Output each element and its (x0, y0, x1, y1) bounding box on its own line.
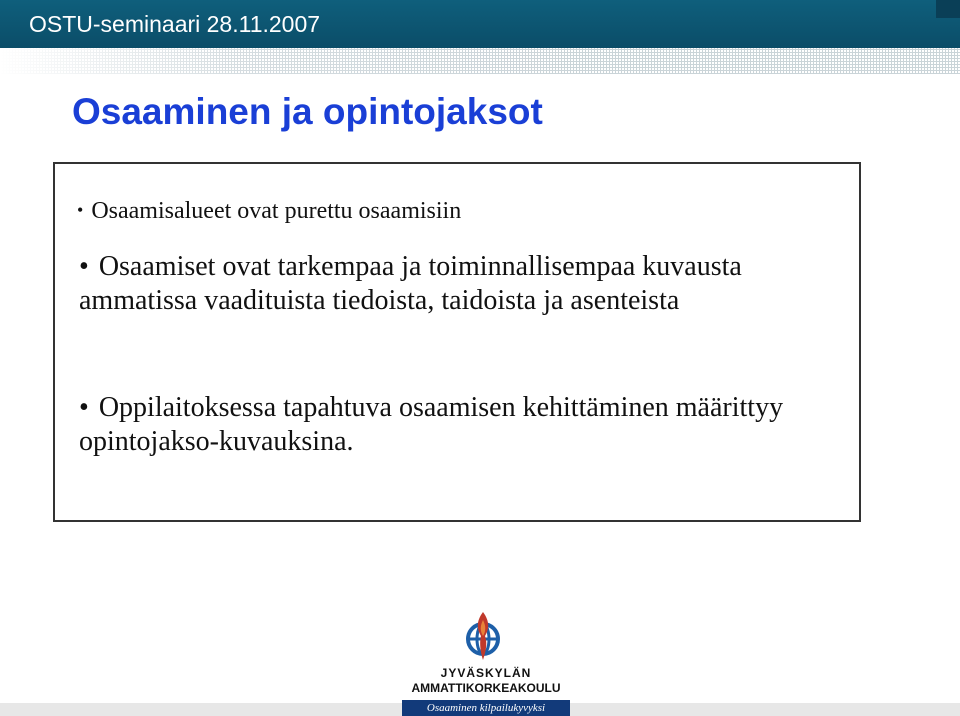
slide-title: Osaaminen ja opintojaksot (72, 91, 543, 132)
header-dither-band (0, 48, 960, 74)
bullet-dot: • (79, 251, 89, 282)
header-title: OSTU-seminaari 28.11.2007 (29, 11, 321, 37)
bullet-text-3: Oppilaitoksessa tapahtuva osaamisen kehittäminen määrittyy opintojakso-kuvauksina. (79, 392, 784, 457)
bullet-text-2: Osaamiset ovat tarkempaa ja toiminnallisempaa kuvausta ammatissa vaadituista tiedoista, taidoista ja asenteista (79, 251, 742, 316)
bullet-dot: • (79, 392, 89, 423)
bullet-dot: • (77, 200, 84, 220)
header-accent (936, 0, 960, 18)
footer-band-left (0, 703, 402, 716)
logo-tagline: Osaaminen kilpailukyvyksi (426, 702, 546, 714)
bullet-item-2 (79, 250, 849, 318)
logo-name-line2: AMMATTIKORKEAKOULU (411, 681, 561, 695)
logo-name-line1: JYVÄSKYLÄN (440, 666, 532, 680)
bullet-text-1: Osaamisalueet ovat purettu osaamisiin (91, 198, 462, 224)
footer-band-right (570, 703, 960, 716)
bullet-item-1 (77, 198, 461, 225)
header-bar (0, 0, 960, 48)
content-box (53, 162, 861, 522)
bullet-item-3 (79, 391, 849, 459)
